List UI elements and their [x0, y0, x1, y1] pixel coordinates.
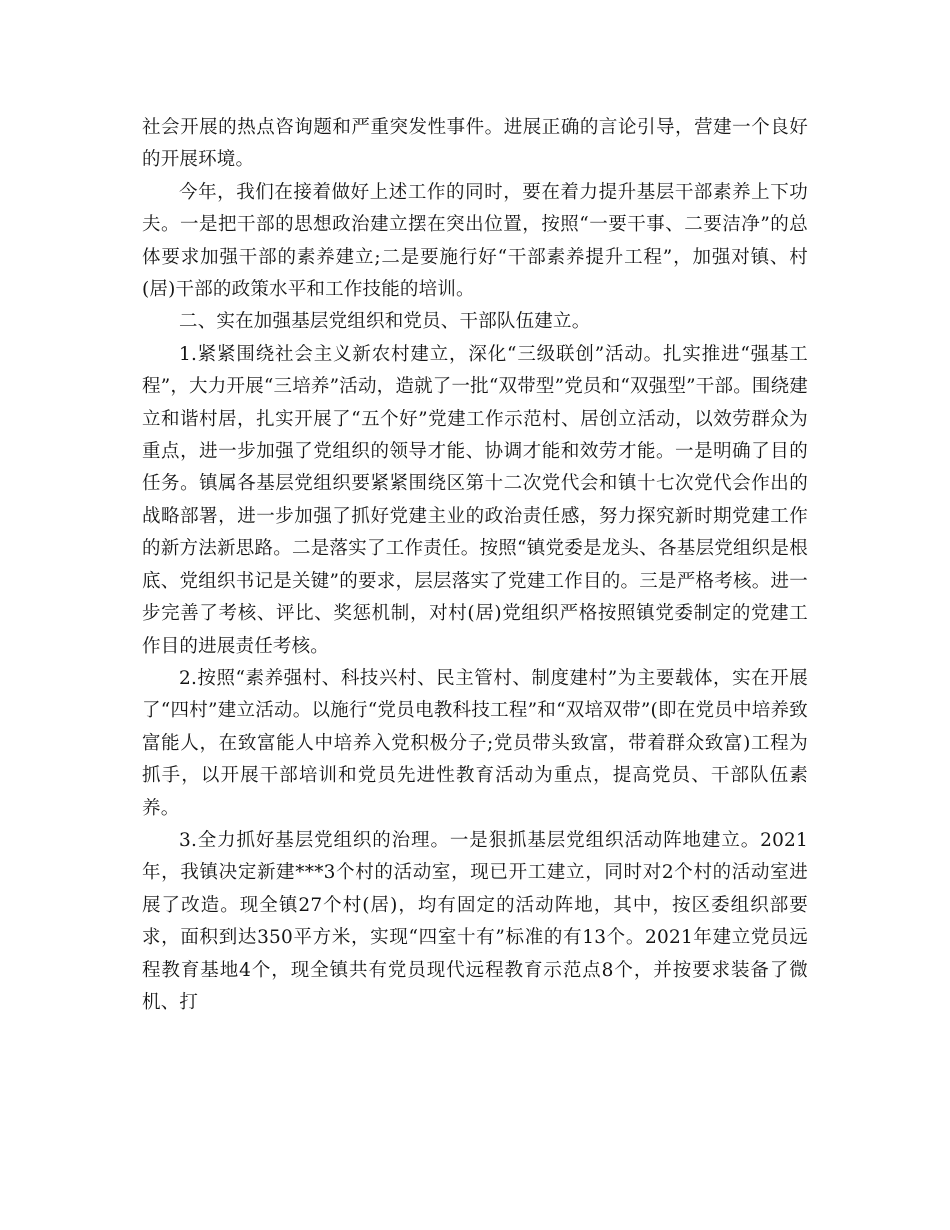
- document-page: [142, 112, 808, 1019]
- paragraph-3-section-heading: 二、实在加强基层党组织和党员、干部队伍建立。: [179, 311, 591, 333]
- paragraph-6: 3.全力抓好基层党组织的治理。一是狠抓基层党组织活动阵地建立。2021年，我镇决定新建***3个村的活动室，现已开工建立，同时对2个村的活动室进展了改造。现全镇27个村(居)，均有固定的活动阵地，其中，按区委组织部要求，面积到达350平方米，实现“四室十有”标准的有13个。2021年建立党员远程教育基地4个，现全镇共有党员现代远程教育示范点8个，并按要求装备了微机、打: [142, 829, 808, 1013]
- paragraph-1: 社会开展的热点咨询题和严重突发性事件。进展正确的言论引导，营建一个良好的开展环境。: [142, 117, 808, 171]
- paragraph-2: 今年，我们在接着做好上述工作的同时，要在着力提升基层干部素养上下功夫。一是把干部的思想政治建立摆在突出位置，按照“一要干事、二要洁净”的总体要求加强干部的素养建立;二是要施行好“干部素养提升工程”，加强对镇、村(居)干部的政策水平和工作技能的培训。: [142, 181, 808, 301]
- paragraph-4: 1.紧紧围绕社会主义新农村建立，深化“三级联创”活动。扎实推进“强基工程”，大力开展“三培养”活动，造就了一批“双带型”党员和“双强型”干部。围绕建立和谐村居，扎实开展了“五个好”党建工作示范村、居创立活动，以效劳群众为重点，进一步加强了党组织的领导才能、协调才能和效劳才能。一是明确了目的任务。镇属各基层党组织要紧紧围绕区第十二次党代会和镇十七次党代会作出的战略部署，进一步加强了抓好党建主业的政治责任感，努力探究新时期党建工作的新方法新思路。二是落实了工作责任。按照“镇党委是龙头、各基层党组织是根底、党组织书记是关键”的要求，层层落实了党建工作目的。三是严格考核。进一步完善了考核、评比、奖惩机制，对村(居)党组织严格按照镇党委制定的党建工作目的进展责任考核。: [142, 343, 809, 657]
- paragraph-5: 2.按照“素养强村、科技兴村、民主管村、制度建村”为主要载体，实在开展了“四村”建立活动。以施行“党员电教科技工程”和“双培双带”(即在党员中培养致富能人，在致富能人中培养入党积极分子;党员带头致富，带着群众致富)工程为抓手，以开展干部培训和党员先进性教育活动为重点，提高党员、干部队伍素养。: [142, 667, 808, 819]
